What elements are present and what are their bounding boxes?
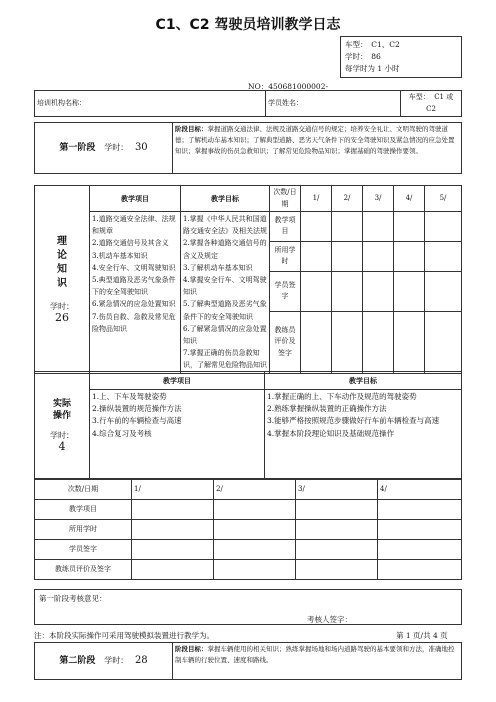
theory-col-times: 次数/日期 [270,186,301,212]
theory-goal: 6.了解紧急情况的应急处置知识 [183,324,267,346]
practice-cell[interactable] [214,500,296,520]
theory-cell[interactable] [363,212,394,242]
practice-cell[interactable] [378,560,462,580]
theory-cell[interactable] [301,241,332,271]
practice-row-label-hours: 所用学时 [35,520,132,540]
theory-cell[interactable] [332,241,363,271]
practice-item: 2.操纵装置的规范操作方法 [92,404,182,414]
theory-item: 7.伤员自救、急救及常见危险物品知识 [92,312,176,333]
theory-item: 1.道路交通安全法律、法规和规章 [92,215,176,236]
theory-item: 5.典型道路及恶劣气象条件下的安全驾驶知识 [92,276,176,297]
theory-hours: 26 [55,311,69,325]
stage2-hours-label: 学时： [104,655,129,665]
theory-cell[interactable] [394,311,425,373]
assessment-box[interactable] [34,589,462,625]
theory-time-col-4[interactable]: 4/ [394,186,425,212]
practice-cell[interactable] [378,520,462,540]
assessment-label: 第一阶段考核意见： [39,594,107,603]
theory-cell[interactable] [332,271,363,311]
practice-time-col-3[interactable]: 3/ [296,480,378,500]
practice-cell[interactable] [296,540,378,560]
practice-time-col-1[interactable]: 1/ [132,480,214,500]
practice-hours-label: 学时： [50,430,74,440]
theory-goal: 7.掌握正确的伤员急救知识，了解常见危险物品知识 [183,349,267,370]
theory-row-label-items: 教学项目 [270,212,301,242]
theory-cell[interactable] [301,212,332,242]
vehicle-type-label: 车型： [408,93,430,101]
practice-cell[interactable] [132,540,214,560]
theory-time-col-3[interactable]: 3/ [363,186,394,212]
stage2-goal-text: 掌握车辆使用的相关知识；熟练掌握场地和场内道路驾驶的基本要领和方法，准确地控制车辆的行驶位置、速度和路线。 [175,645,455,664]
practice-cell[interactable] [132,560,214,580]
practice-cell[interactable] [214,540,296,560]
theory-time-col-5[interactable]: 5/ [425,186,462,212]
practice-col-goals: 教学目标 [265,372,462,390]
page-number: 第 1 页/共 4 页 [396,631,448,640]
stage2-header-table [34,642,462,680]
practice-side-cell [35,372,90,479]
practice-item: 1.上、下车及驾驶姿势 [92,392,167,401]
vehicle-type-line: 车型： C1、C2 [345,40,400,49]
stage1-goal-text: 掌握道路交通法律、法规及道路交通信号的规定；培养安全礼让、文明驾驶的驾驶道德；了解机动车基本知识；了解典型道路、恶劣天气条件下的安全驾驶知识及紧急情况的应急处置知识；掌握事故的伤员急救知识；了解常见危险物品知识；掌握基础的驾驶操作要领。 [175,125,455,155]
practice-table [34,371,462,479]
stage1-header-table [34,122,462,174]
theory-row-label-coach: 教练员评价及签字 [270,311,301,373]
theory-item: 2.道路交通信号及其含义 [92,239,169,248]
stage2-name: 第二阶段 [59,655,96,666]
theory-cell[interactable] [394,241,425,271]
theory-hours-label: 学时： [50,301,74,311]
theory-side-char-2: 论 [57,249,67,261]
practice-item: 3.行车前的车辆检查与高速 [92,416,182,426]
theory-cell[interactable] [394,212,425,242]
practice-col-items: 教学项目 [90,372,265,390]
vehicle-type-value: C1 或 C2 [426,93,454,113]
assessment-signature: 考核人签字： [307,615,352,624]
theory-side-char-3: 知 [57,263,67,275]
theory-item: 3.机动车基本知识 [92,251,148,260]
stage2-goal-label: 阶段目标： [175,645,208,653]
practice-time-col-4[interactable]: 4/ [378,480,462,500]
practice-row-label-coach: 教练员评价及签字 [35,560,132,580]
practice-goals-cell [265,390,462,479]
theory-goal: 5.了解典型道路及恶劣气象条件下的安全驾驶知识 [183,300,267,321]
theory-row-label-student-sign: 学员签字 [270,271,301,311]
stage1-hours-label: 学时： [104,142,129,152]
theory-time-col-1[interactable]: 1/ [301,186,332,212]
practice-cell[interactable] [296,500,378,520]
practice-hours: 4 [58,440,66,453]
theory-cell[interactable] [425,212,462,242]
practice-goal: 1.掌握正确的上、下车动作及规范的驾驶姿势 [267,392,417,401]
vehicle-type-cell [401,91,462,117]
stage1-hours: 30 [134,141,148,153]
stage1-goal-label: 阶段目标： [175,125,208,133]
vehicle-hours-line: 学时： 86 [345,52,381,61]
stage2-name-cell [35,643,173,680]
stage2-hours: 28 [134,654,148,666]
practice-row-label-items: 教学项目 [35,500,132,520]
practice-cell[interactable] [132,500,214,520]
practice-cell[interactable] [132,520,214,540]
stage1-name-cell [35,123,173,174]
theory-cell[interactable] [301,311,332,373]
theory-row-label-hours: 所用学时 [270,241,301,271]
theory-cell[interactable] [394,271,425,311]
stage2-goal-cell [173,643,462,680]
theory-cell[interactable] [425,271,462,311]
practice-cell[interactable] [378,540,462,560]
vehicle-info-box [340,36,462,78]
practice-cell[interactable] [378,500,462,520]
practice-time-col-2[interactable]: 2/ [214,480,296,500]
theory-goal: 1.掌握《中华人民共和国道路交通安全法》及相关法规 [183,215,267,236]
theory-item: 4.安全行车、文明驾驶知识 [92,263,176,272]
theory-goal: 3.了解机动车基本知识 [183,263,253,272]
page-title: C1、C2 驾驶员培训教学日志 [155,17,341,33]
org-name-label: 培训机构名称： [37,98,86,107]
theory-items-cell [90,212,181,374]
theory-cell[interactable] [332,311,363,373]
vehicle-per-hour-line: 每学时为 1 小时 [345,64,400,73]
theory-table [34,185,462,374]
theory-cell[interactable] [332,212,363,242]
practice-items-cell [90,390,265,479]
theory-goal: 4.掌握安全行车、文明驾驶知识 [183,276,267,297]
theory-col-goals: 教学目标 [181,186,270,212]
theory-cell[interactable] [425,311,462,373]
practice-item: 4.综合复习及考核 [92,428,152,438]
footer-note: 注：本阶段实际操作可采用驾驶模拟装置进行教学为。 [34,631,214,640]
info-row-table [34,90,462,117]
practice-cell[interactable] [296,560,378,580]
stage1-name: 第一阶段 [59,142,96,153]
theory-cell[interactable] [425,241,462,271]
theory-side-char-4: 识 [57,277,67,289]
stage1-goal-cell [173,123,462,174]
org-name-cell[interactable] [35,91,266,117]
practice-goal: 4.掌握本阶段理论知识及基础规范操作 [267,428,395,438]
practice-cell[interactable] [214,560,296,580]
theory-cell[interactable] [363,271,394,311]
practice-goal: 2.熟练掌握操纵装置的正确操作方法 [267,404,387,414]
theory-cell[interactable] [363,241,394,271]
practice-side-label: 实际操作 [52,398,71,421]
theory-time-col-2[interactable]: 2/ [332,186,363,212]
theory-cell[interactable] [363,311,394,373]
practice-row-label-student-sign: 学员签字 [35,540,132,560]
practice-cell[interactable] [296,520,378,540]
student-name-label: 学员姓名： [268,98,303,107]
student-name-cell[interactable] [266,91,401,117]
theory-side-cell [35,186,90,374]
record-number: NO：450681000002- [248,82,329,91]
theory-item: 6.紧急情况的应急处置知识 [92,300,176,309]
practice-record-table [34,479,462,580]
practice-times-label: 次数/日期 [35,480,132,500]
theory-cell[interactable] [301,271,332,311]
practice-goal: 3.能够严格按照规范步骤做好行车前车辆检查与高速 [267,416,440,426]
theory-goals-cell [181,212,270,374]
practice-cell[interactable] [214,520,296,540]
theory-side-char-1: 理 [57,235,67,247]
theory-col-items: 教学项目 [90,186,181,212]
theory-goal: 2.掌握各种道路交通信号的含义及规定 [183,239,267,260]
